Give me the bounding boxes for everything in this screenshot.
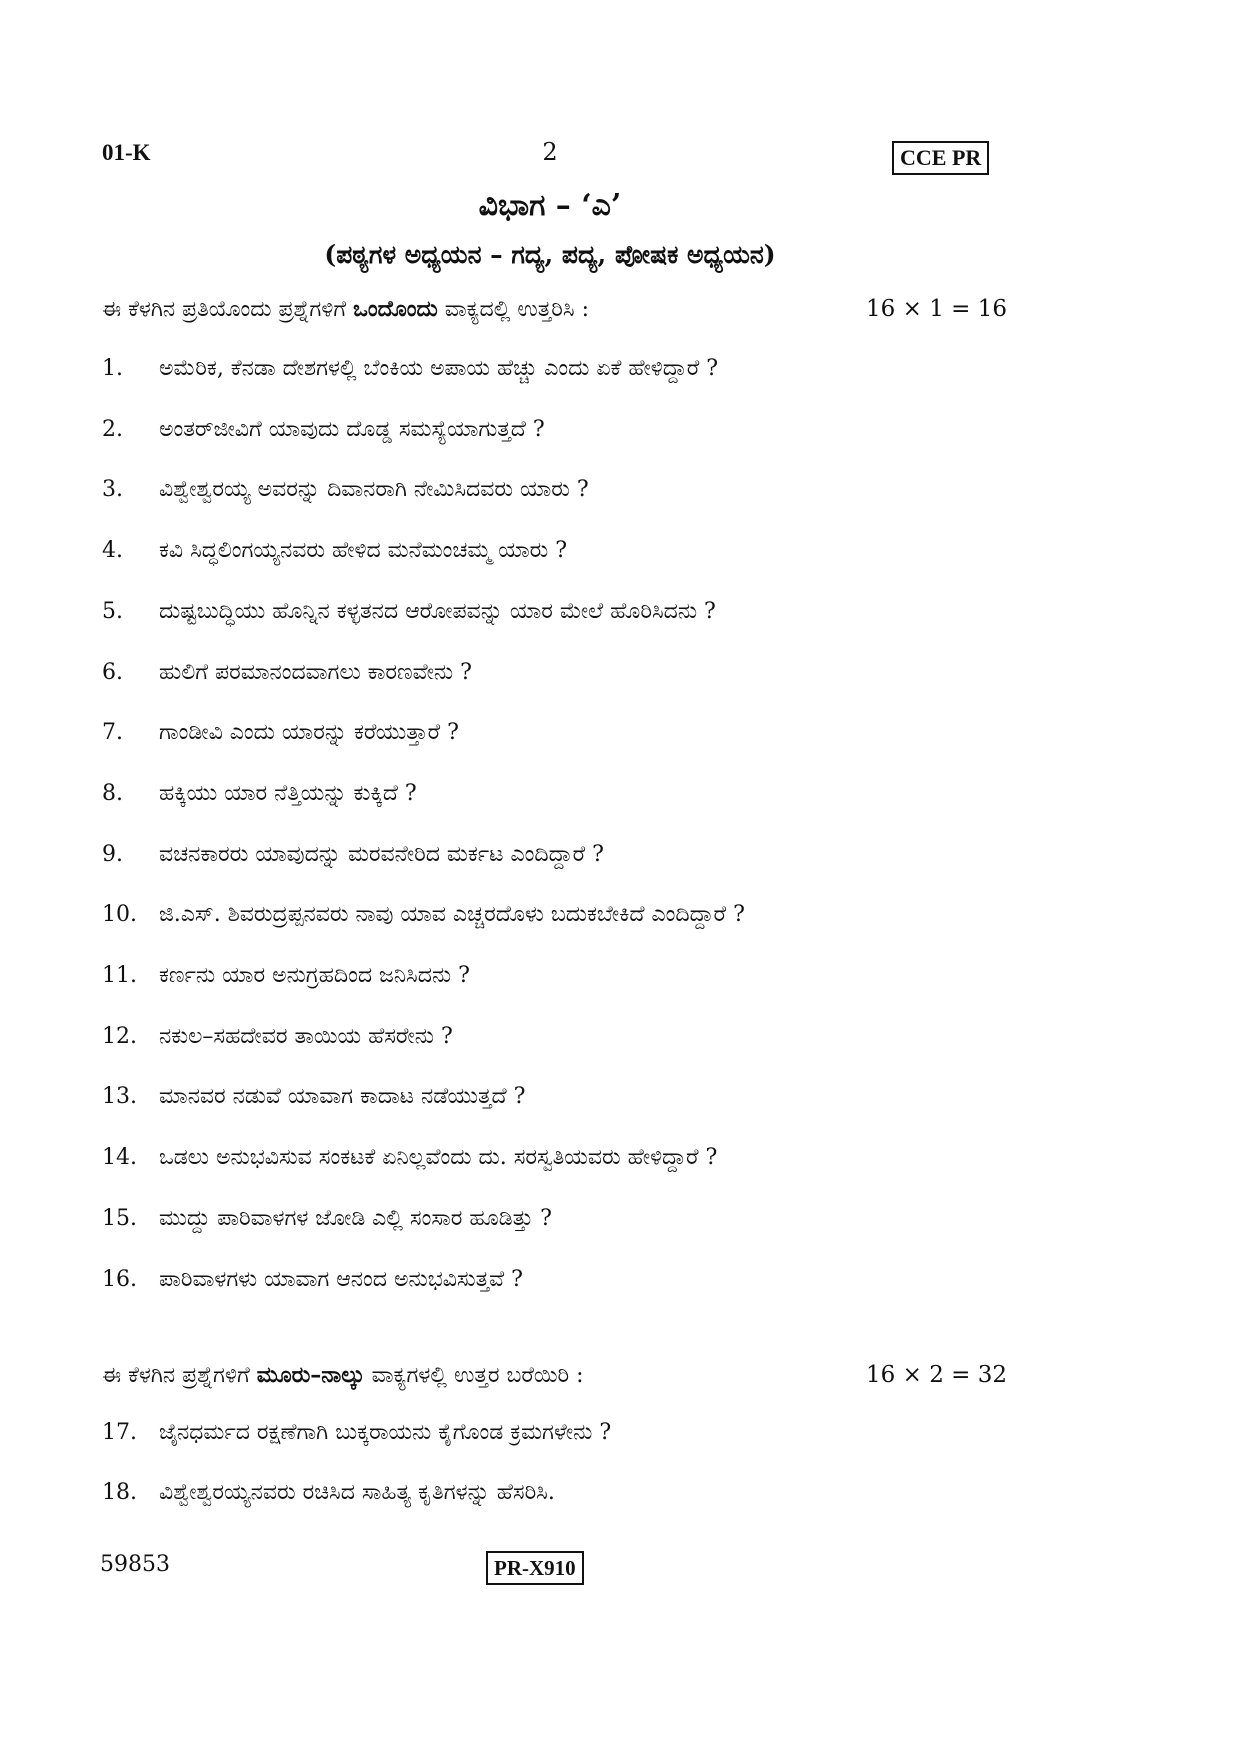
question-text: ದುಷ್ಟಬುದ್ಧಿಯು ಹೊನ್ನಿನ ಕಳ್ಳತನದ ಆರೋಪವನ್ನು ಯಾರ ಮೇಲೆ ಹೊರಿಸಿದನು ?	[159, 599, 716, 624]
question-text: ಅಂತರ್‌ಜೀವಿಗೆ ಯಾವುದು ದೊಡ್ಡ ಸಮಸ್ಯೆಯಾಗುತ್ತದೆ ?	[159, 417, 545, 442]
question-text: ಒಡಲು ಅನುಭವಿಸುವ ಸಂಕಟಕೆ ಏನಿಲ್ಲವೆಂದು ದು. ಸರಸ್ವತಿಯವರು ಹೇಳಿದ್ದಾರೆ ?	[159, 1145, 718, 1170]
question-item	[102, 1420, 1062, 1445]
question-item	[102, 720, 1062, 745]
section-subtitle: (ಪಠ್ಯಗಳ ಅಧ್ಯಯನ – ಗದ್ಯ, ಪದ್ಯ, ಪೋಷಕ ಅಧ್ಯಯನ)	[324, 240, 776, 269]
paper-code-box: PR-X910	[486, 1551, 584, 1585]
marks-allocation: 16 × 2 = 32	[866, 1362, 1007, 1388]
question-number: 2.	[102, 417, 123, 442]
question-item	[102, 902, 1062, 927]
question-number: 10.	[102, 902, 137, 927]
question-item	[102, 1084, 1062, 1109]
question-text: ಕರ್ಣನು ಯಾರ ಅನುಗ್ರಹದಿಂದ ಜನಿಸಿದನು ?	[159, 963, 470, 988]
question-text: ಮಾನವರ ನಡುವೆ ಯಾವಾಗ ಕಾದಾಟ ನಡೆಯುತ್ತದೆ ?	[159, 1084, 526, 1109]
question-text: ಜಿ.ಎಸ್. ಶಿವರುದ್ರಪ್ಪನವರು ನಾವು ಯಾವ ಎಚ್ಚರದೊಳು ಬದುಕಬೇಕಿದೆ ಎಂದಿದ್ದಾರೆ ?	[159, 902, 745, 927]
question-text: ಹುಲಿಗೆ ಪರಮಾನಂದವಾಗಲು ಕಾರಣವೇನು ?	[159, 660, 472, 685]
question-number: 16.	[102, 1267, 137, 1292]
page-number: 2	[542, 138, 558, 166]
question-number: 5.	[102, 599, 123, 624]
section-title: ವಿಭಾಗ – ‘ಎ’	[478, 188, 622, 223]
question-number: 1.	[102, 356, 123, 381]
question-text: ಜೈನಧರ್ಮದ ರಕ್ಷಣೆಗಾಗಿ ಬುಕ್ಕರಾಯನು ಕೈಗೊಂಡ ಕ್ರಮಗಳೇನು ?	[159, 1420, 612, 1445]
instruction-text: ಈ ಕೆಳಗಿನ ಪ್ರತಿಯೊಂದು ಪ್ರಶ್ನೆಗಳಿಗೆ ಒಂದೊಂದು ವಾಕ್ಯದಲ್ಲಿ ಉತ್ತರಿಸಿ :	[102, 296, 589, 322]
question-item	[102, 660, 1062, 685]
question-item	[102, 963, 1062, 988]
question-item	[102, 1267, 1062, 1292]
question-item	[102, 538, 1062, 563]
instruction-part-1	[102, 296, 1007, 322]
question-item	[102, 356, 1062, 381]
question-number: 15.	[102, 1206, 137, 1231]
question-item	[102, 1145, 1062, 1170]
question-text: ಪಾರಿವಾಳಗಳು ಯಾವಾಗ ಆನಂದ ಅನುಭವಿಸುತ್ತವೆ ?	[159, 1267, 523, 1292]
instruction-part-2	[102, 1362, 1007, 1388]
question-text: ಹಕ್ಕಿಯು ಯಾರ ನೆತ್ತಿಯನ್ನು ಕುಕ್ಕಿದೆ ?	[159, 781, 417, 806]
question-item	[102, 1206, 1062, 1231]
question-number: 12.	[102, 1024, 137, 1049]
question-text: ಮುದ್ದು ಪಾರಿವಾಳಗಳ ಜೋಡಿ ಎಲ್ಲಿ ಸಂಸಾರ ಹೂಡಿತ್ತು ?	[159, 1206, 552, 1231]
question-text: ವಿಶ್ವೇಶ್ವರಯ್ಯನವರು ರಚಿಸಿದ ಸಾಹಿತ್ಯ ಕೃತಿಗಳನ್ನು ಹೆಸರಿಸಿ.	[159, 1480, 555, 1505]
question-number: 4.	[102, 538, 123, 563]
question-text: ನಕುಲ–ಸಹದೇವರ ತಾಯಿಯ ಹೆಸರೇನು ?	[159, 1024, 453, 1049]
question-item	[102, 1480, 1062, 1505]
question-item	[102, 599, 1062, 624]
question-item	[102, 1024, 1062, 1049]
question-number: 13.	[102, 1084, 137, 1109]
question-text: ವಿಶ್ವೇಶ್ವರಯ್ಯ ಅವರನ್ನು ದಿವಾನರಾಗಿ ನೇಮಿಸಿದವರು ಯಾರು ?	[159, 477, 589, 502]
question-number: 11.	[102, 963, 137, 988]
question-item	[102, 842, 1062, 867]
question-text: ವಚನಕಾರರು ಯಾವುದನ್ನು ಮರವನೇರಿದ ಮರ್ಕಟ ಎಂದಿದ್ದಾರೆ ?	[159, 842, 604, 867]
question-number: 14.	[102, 1145, 137, 1170]
question-item	[102, 477, 1062, 502]
question-number: 18.	[102, 1480, 137, 1505]
question-text: ಅಮೆರಿಕ, ಕೆನಡಾ ದೇಶಗಳಲ್ಲಿ ಬೆಂಕಿಯ ಅಪಾಯ ಹೆಚ್ಚು ಎಂದು ಏಕೆ ಹೇಳಿದ್ದಾರೆ ?	[159, 356, 719, 381]
question-number: 17.	[102, 1420, 137, 1445]
question-item	[102, 781, 1062, 806]
question-number: 3.	[102, 477, 123, 502]
exam-code-box: CCE PR	[892, 141, 989, 175]
question-number: 6.	[102, 660, 123, 685]
serial-number: 59853	[100, 1552, 170, 1577]
instruction-text: ಈ ಕೆಳಗಿನ ಪ್ರಶ್ನೆಗಳಿಗೆ ಮೂರು–ನಾಲ್ಕು ವಾಕ್ಯಗಳಲ್ಲಿ ಉತ್ತರ ಬರೆಯಿರಿ :	[102, 1362, 584, 1388]
question-number: 7.	[102, 720, 123, 745]
question-item	[102, 417, 1062, 442]
question-text: ಕವಿ ಸಿದ್ಧಲಿಂಗಯ್ಯನವರು ಹೇಳಿದ ಮನೆಮಂಚಮ್ಮ ಯಾರು ?	[159, 538, 568, 563]
subject-code: 01-K	[102, 140, 151, 165]
marks-allocation: 16 × 1 = 16	[866, 296, 1007, 322]
question-text: ಗಾಂಡೀವಿ ಎಂದು ಯಾರನ್ನು ಕರೆಯುತ್ತಾರೆ ?	[159, 720, 459, 745]
question-number: 9.	[102, 842, 123, 867]
question-number: 8.	[102, 781, 123, 806]
